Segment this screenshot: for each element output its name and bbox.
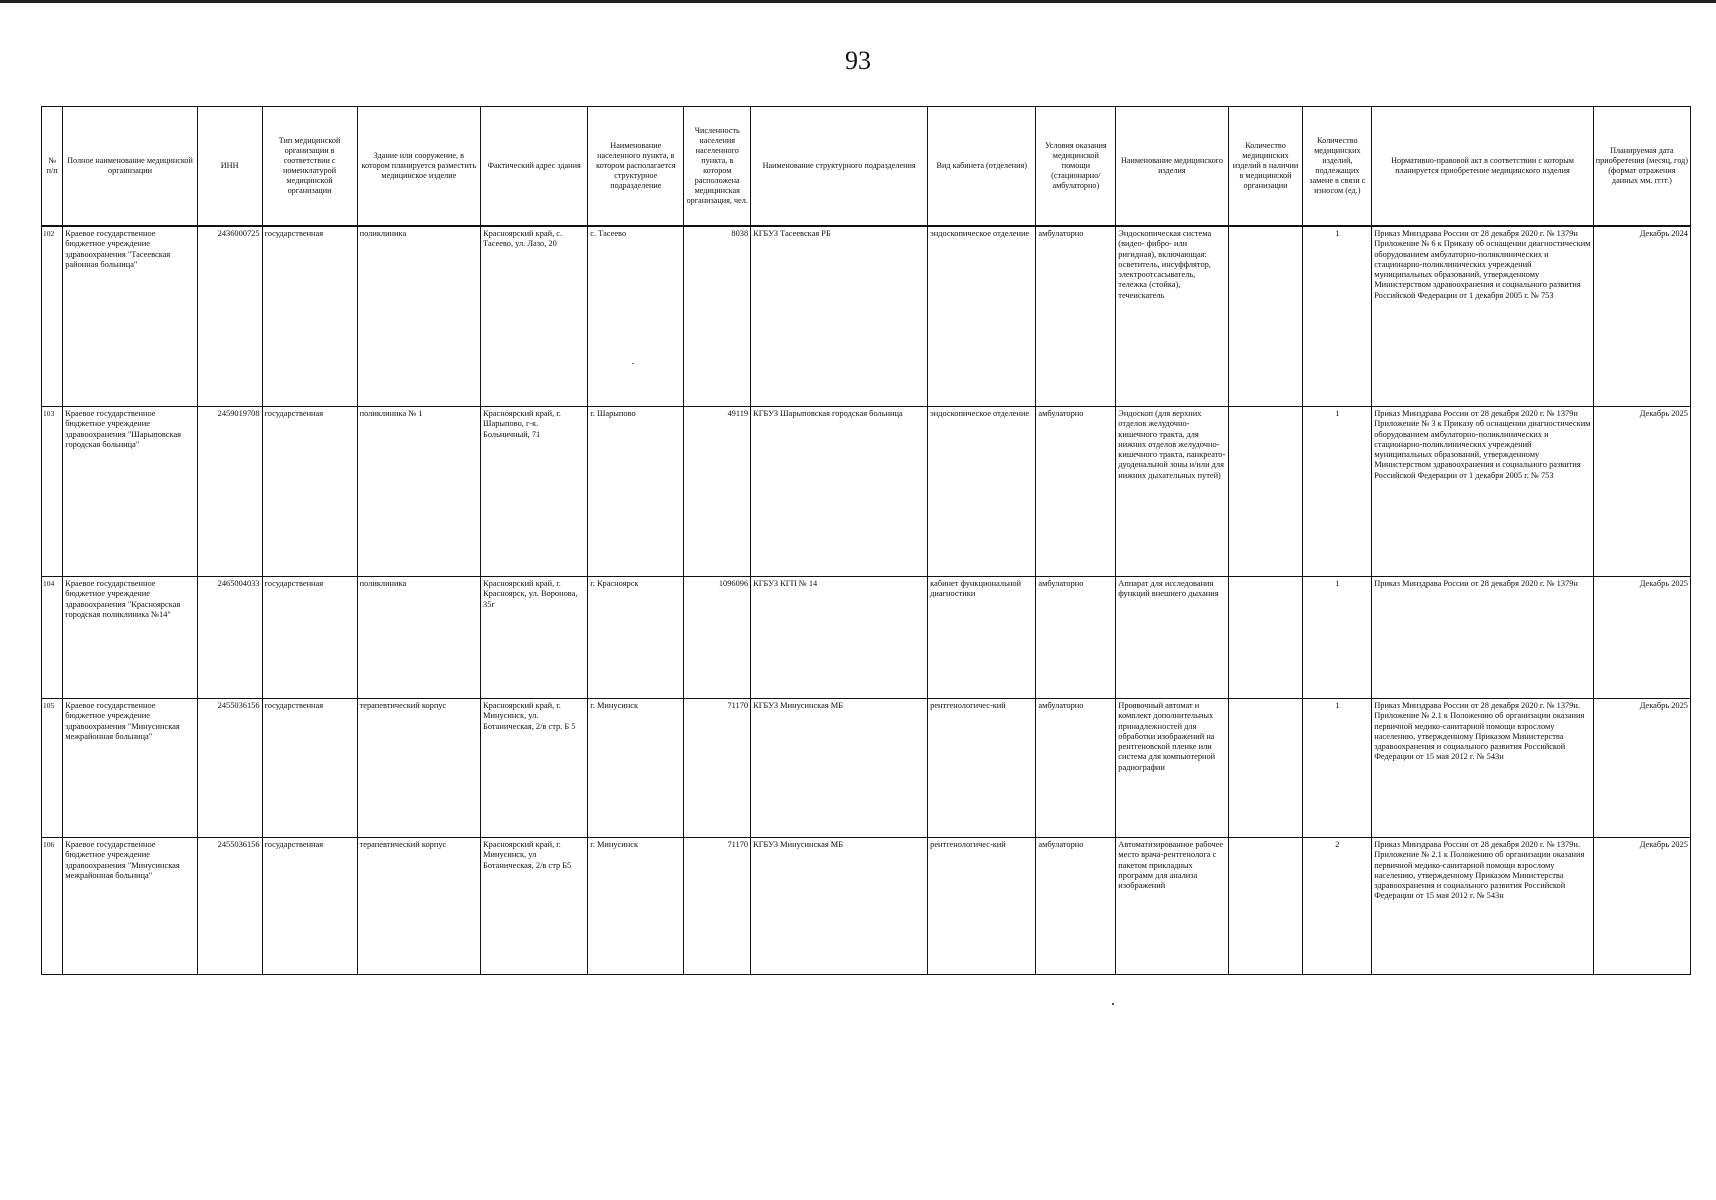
inn: 2455036156 [197,838,262,975]
planned-date: Декабрь 2025 [1593,838,1690,975]
header-cell: Вид кабинета (отделения) [928,107,1036,227]
legal-act: Приказ Минздрава России от 28 декабря 2020 г. № 1379н. Приложение № 2.1 к Положению об организации оказания первичной медико-санитарной помощи взрослому населению, утвержденному Приказом Министерства здравоохранения и социального развития Российской Федерации от 15 мая 2012 г. № 543н [1372,699,1594,838]
legal-act: Приказ Минздрава России от 28 декабря 2020 г. № 1379н Приложение № 6 к Приказу об оснащении диагностическим оборудованием амбулаторно-поликлинических и стационарно-поликлинических учреждений муниципальных образований, утвержденному Министерством здравоохранения и социального развития Российской Федерации от 1 декабря 2005 г. № 753 [1372,226,1594,407]
header-cell: Тип медицинской организации в соответствии с номенклатурой медицинской организации [262,107,357,227]
device-name: Автоматизированное рабочее место врача-рентгенолога с пакетом прикладных программ для анализа изображений [1116,838,1228,975]
in-stock-count [1228,699,1303,838]
population: 71170 [684,699,751,838]
population: 71170 [684,838,751,975]
device-name: Эндоскоп (для верхних отделов желудочно-кишечного тракта, для нижних отделов желудочно-кишечного тракта, панкреато-дуоденальной зоны и/или для нижних дыхательных путей) [1116,407,1228,577]
header-cell: Наименование населенного пункта, в котором располагается структурное подразделение [588,107,684,227]
replace-count: 1 [1303,407,1372,577]
structural-unit: КГБУЗ КГП № 14 [751,577,928,699]
cabinet-type: рентгенологичес-кий [928,838,1036,975]
header-cell: Количество медицинских изделий, подлежащих замене в связи с износом (ед.) [1303,107,1372,227]
building: поликлиника [357,226,480,407]
header-cell: Планируемая дата приобретения (месяц, год) (формат отражения данных мм. гггг.) [1593,107,1690,227]
care-conditions: амбулаторно [1036,407,1116,577]
org-type: государственная [262,699,357,838]
replace-count: 1 [1303,226,1372,407]
row-number: 105 [42,699,63,838]
inn: 2459019708 [197,407,262,577]
table-row [42,699,1691,838]
planned-date: Декабрь 2025 [1593,577,1690,699]
header-cell: Численность населения населенного пункта, в котором расположена медицинская организация, чел. [684,107,751,227]
address: Красноярский край, с. Тасеево, ул. Лазо, 20 [481,226,588,407]
locality: г. Минусинск [588,699,684,838]
building: поликлиника [357,577,480,699]
legal-act: Приказ Минздрава России от 28 декабря 2020 г. № 1379н [1372,577,1594,699]
structural-unit: КГБУЗ Шарыповская городская больница [751,407,928,577]
device-name: Эндоскопическая система (видео- фибро- или ригидная), включающая: осветитель, инсуффлятор, электроотсасыватель, тележка (стойка), течеискатель [1116,226,1228,407]
row-number: 106 [42,838,63,975]
row-number: 104 [42,577,63,699]
header-cell: № п/п [42,107,63,227]
table-row [42,407,1691,577]
address: Красноярский край, г. Шарыпово, г-к. Больничный, 71 [481,407,588,577]
population: 8038 [684,226,751,407]
cabinet-type: эндоскопическое отделение [928,407,1036,577]
locality: с. Тасеево [588,226,684,407]
header-cell: Здание или сооружение, в котором планируется разместить медицинское изделие [357,107,480,227]
locality: г. Шарыпово [588,407,684,577]
org-type: государственная [262,838,357,975]
org-type: государственная [262,226,357,407]
in-stock-count [1228,838,1303,975]
page-number: 93 [845,46,871,75]
structural-unit: КГБУЗ Минусинская МБ [751,699,928,838]
replace-count: 1 [1303,699,1372,838]
header-cell: Условия оказания медицинской помощи (стационарно/ амбулаторно) [1036,107,1116,227]
care-conditions: амбулаторно [1036,699,1116,838]
population: 1096096 [684,577,751,699]
structural-unit: КГБУЗ Тасеевская РБ [751,226,928,407]
address: Красноярский край, г. Красноярск, ул. Воронова, 35г [481,577,588,699]
org-name: Краевое государственное бюджетное учреждение здравоохранения "Шарыповская городская больница" [63,407,198,577]
care-conditions: амбулаторно [1036,838,1116,975]
top-border [0,0,1716,3]
row-number: 102 [42,226,63,407]
in-stock-count [1228,577,1303,699]
table-header-row [42,107,1691,227]
inn: 2465004033 [197,577,262,699]
in-stock-count [1228,226,1303,407]
inn: 2455036156 [197,699,262,838]
care-conditions: амбулаторно [1036,226,1116,407]
header-cell: Наименование медицинского изделия [1116,107,1228,227]
org-name: Краевое государственное бюджетное учреждение здравоохранения "Красноярская городская поликлиника №14" [63,577,198,699]
planned-date: Декабрь 2024 [1593,226,1690,407]
planned-date: Декабрь 2025 [1593,699,1690,838]
structural-unit: КГБУЗ Минусинская МБ [751,838,928,975]
org-name: Краевое государственное бюджетное учреждение здравоохранения "Тасеевская районная больница" [63,226,198,407]
building: поликлиника № 1 [357,407,480,577]
header-cell: Количество медицинских изделий в наличии в медицинской организации [1228,107,1303,227]
locality: г. Минусинск [588,838,684,975]
building: терапевтический корпус [357,699,480,838]
row-number: 103 [42,407,63,577]
legal-act: Приказ Минздрава России от 28 декабря 2020 г. № 1379н Приложение № 3 к Приказу об оснащении диагностическим оборудованием амбулаторно-поликлинических и стационарно-поликлинических учреждений муниципальных образований, утвержденному Министерством здравоохранения и социального развития Российской Федерации от 1 декабря 2005 г. № 753 [1372,407,1594,577]
replace-count: 1 [1303,577,1372,699]
address: Красноярский край, г. Минусинск, ул Ботаническая, 2/в стр Б5 [481,838,588,975]
care-conditions: амбулаторно [1036,577,1116,699]
org-name: Краевое государственное бюджетное учреждение здравоохранения "Минусинская межрайонная больница" [63,699,198,838]
replace-count: 2 [1303,838,1372,975]
cabinet-type: эндоскопическое отделение [928,226,1036,407]
address: Красноярский край, г. Минусинск, ул. Ботаническая, 2/в стр. Б 5 [481,699,588,838]
cabinet-type: рентгенологичес-кий [928,699,1036,838]
table-row [42,577,1691,699]
header-cell: Полное наименование медицинской организации [63,107,198,227]
population: 49119 [684,407,751,577]
org-type: государственная [262,407,357,577]
inn: 2436000725 [197,226,262,407]
header-cell: Нормативно-правовой акт в соответствии с которым планируется приобретение медицинского изделия [1372,107,1594,227]
device-name: Аппарат для исследования функций внешнего дыхания [1116,577,1228,699]
scan-speck [632,363,634,364]
cabinet-type: кабинет функциональной диагностики [928,577,1036,699]
table-row [42,226,1691,407]
header-cell: Фактический адрес здания [481,107,588,227]
org-name: Краевое государственное бюджетное учреждение здравоохранения "Минусинская межрайонная больница" [63,838,198,975]
org-type: государственная [262,577,357,699]
device-name: Проявочный автомат и комплект дополнительных принадлежностей для обработки изображений на рентгеновской пленке или система для компьютерной радиографии [1116,699,1228,838]
locality: г. Красноярск [588,577,684,699]
equipment-table [41,106,1691,975]
legal-act: Приказ Минздрава России от 28 декабря 2020 г. № 1379н. Приложение № 2.1 к Положению об организации оказания первичной медико-санитарной помощи взрослому населению, утвержденному Приказом Министерства здравоохранения и социального развития Российской Федерации от 15 мая 2012 г. № 543н [1372,838,1594,975]
planned-date: Декабрь 2025 [1593,407,1690,577]
header-cell: Наименование структурного подразделения [751,107,928,227]
header-cell: ИНН [197,107,262,227]
in-stock-count [1228,407,1303,577]
table-row [42,838,1691,975]
scan-speck [1112,1003,1114,1005]
building: терапевтический корпус [357,838,480,975]
